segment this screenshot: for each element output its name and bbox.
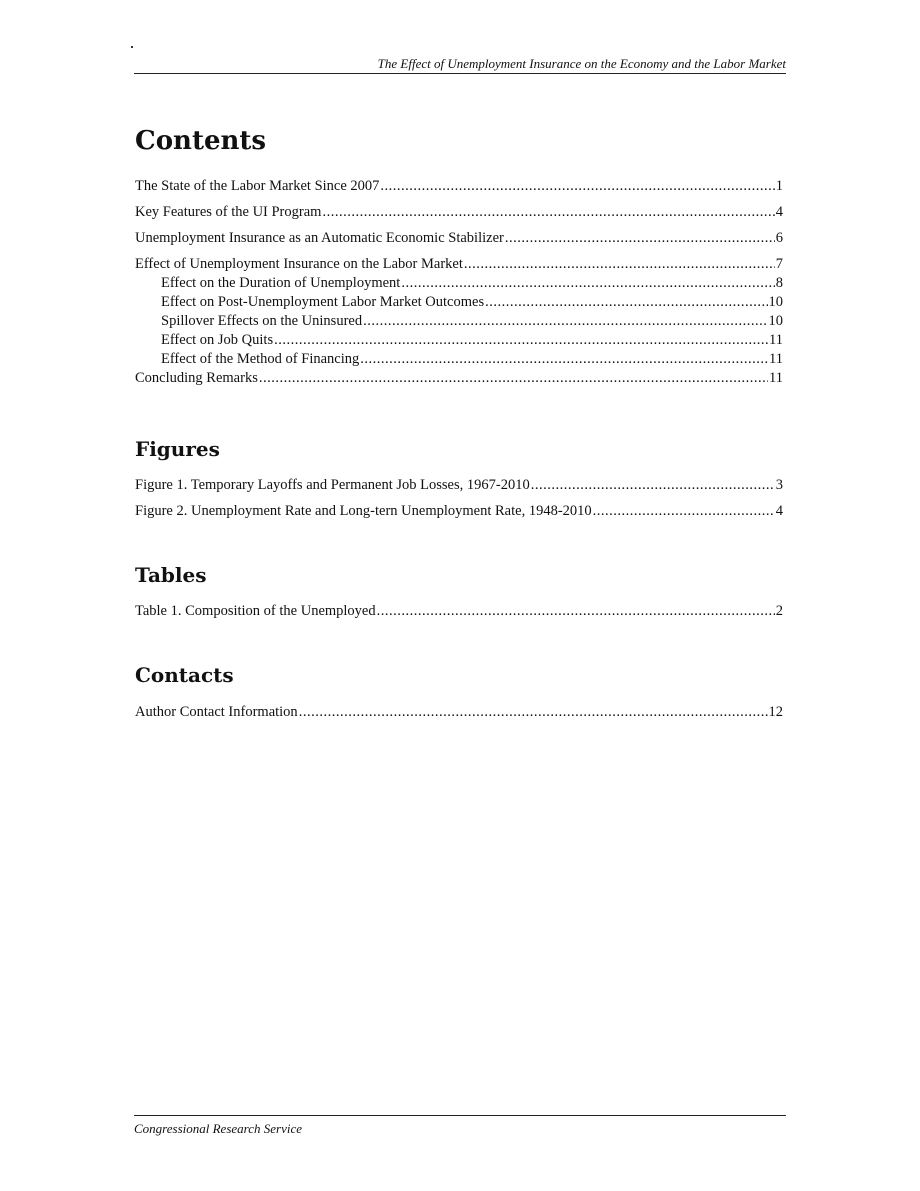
toc-entry-method-of-financing[interactable] (135, 350, 783, 369)
dot-leader (401, 274, 774, 293)
dot-leader (274, 331, 768, 350)
toc-entry-title: Effect of the Method of Financing (161, 351, 360, 367)
contacts-heading: Contacts (135, 663, 234, 687)
tables-heading: Tables (135, 563, 207, 587)
toc-entry-post-unemployment-outcomes[interactable] (135, 293, 783, 312)
toc-entry-title: Unemployment Insurance as an Automatic Economic Stabilizer (135, 230, 504, 246)
contents-heading: Contents (135, 126, 267, 156)
dot-leader (505, 229, 775, 248)
toc-entry-title: Figure 1. Temporary Layoffs and Permanent Job Losses, 1967-2010 (135, 477, 530, 493)
contents-list (135, 177, 783, 388)
tables-list (135, 602, 783, 621)
dot-leader (360, 350, 768, 369)
toc-entry-title: Effect on Post-Unemployment Labor Market Outcomes (161, 294, 485, 310)
toc-entry-title: Figure 2. Unemployment Rate and Long-tern Unemployment Rate, 1948-2010 (135, 503, 592, 519)
toc-entry-effect-on-labor-market[interactable] (135, 255, 783, 274)
toc-entry-page: 11 (769, 332, 783, 348)
dot-leader (464, 255, 775, 274)
toc-entry-duration-of-unemployment[interactable] (135, 274, 783, 293)
toc-entry-page: 6 (775, 230, 783, 246)
running-footer (134, 1115, 786, 1138)
contacts-list (135, 703, 783, 722)
dot-leader (299, 703, 768, 722)
toc-entry-title: Effect on the Duration of Unemployment (161, 275, 401, 291)
toc-entry-title: Effect on Job Quits (161, 332, 274, 348)
toc-entry-page: 11 (769, 351, 783, 367)
running-header-title: The Effect of Unemployment Insurance on the Economy and the Labor Market (377, 56, 786, 71)
toc-entry-title: Table 1. Composition of the Unemployed (135, 603, 376, 619)
toc-entry-page: 4 (775, 503, 783, 519)
toc-entry-title: Key Features of the UI Program (135, 204, 322, 220)
dot-leader (259, 369, 768, 388)
toc-entry-author-contact[interactable] (135, 703, 783, 722)
figures-list (135, 476, 783, 521)
toc-entry-title: Effect of Unemployment Insurance on the Labor Market (135, 256, 463, 272)
toc-entry-job-quits[interactable] (135, 331, 783, 350)
running-header (134, 55, 786, 74)
dot-leader (363, 312, 767, 331)
toc-entry-page: 4 (775, 204, 783, 220)
toc-entry-figure-1[interactable] (135, 476, 783, 495)
toc-entry-page: 10 (768, 313, 783, 329)
toc-entry-page: 3 (775, 477, 783, 493)
toc-entry-key-features-ui-program[interactable] (135, 203, 783, 222)
toc-entry-title: Spillover Effects on the Uninsured (161, 313, 363, 329)
toc-entry-title: Concluding Remarks (135, 370, 258, 386)
toc-entry-page: 1 (775, 178, 783, 194)
toc-entry-title: Author Contact Information (135, 704, 298, 720)
dot-leader (593, 502, 775, 521)
dot-leader (322, 203, 774, 222)
toc-entry-concluding-remarks[interactable] (135, 369, 783, 388)
toc-entry-title: The State of the Labor Market Since 2007 (135, 178, 380, 194)
dot-leader (380, 177, 774, 196)
footer-organization: Congressional Research Service (134, 1121, 302, 1136)
toc-entry-page: 10 (768, 294, 783, 310)
toc-entry-page: 8 (775, 275, 783, 291)
toc-entry-state-of-labor-market[interactable] (135, 177, 783, 196)
dot-leader (531, 476, 775, 495)
toc-entry-page: 2 (775, 603, 783, 619)
toc-entry-page: 11 (769, 370, 783, 386)
stray-mark (131, 46, 133, 48)
toc-entry-spillover-effects[interactable] (135, 312, 783, 331)
dot-leader (485, 293, 767, 312)
toc-entry-page: 12 (768, 704, 783, 720)
figures-heading: Figures (135, 437, 220, 461)
toc-entry-table-1[interactable] (135, 602, 783, 621)
toc-entry-figure-2[interactable] (135, 502, 783, 521)
toc-entry-automatic-stabilizer[interactable] (135, 229, 783, 248)
toc-entry-page: 7 (775, 256, 783, 272)
dot-leader (377, 602, 775, 621)
